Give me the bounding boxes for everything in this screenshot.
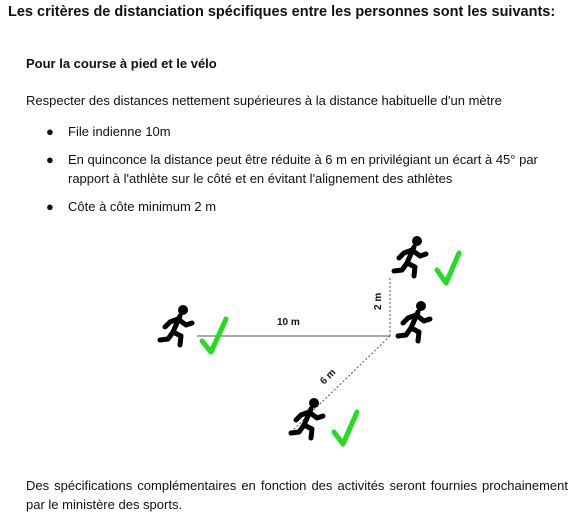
criteria-list [26, 122, 572, 225]
runner-left-icon [160, 305, 192, 345]
list-item [26, 122, 572, 141]
distancing-diagram [0, 228, 580, 460]
runner-top-icon [394, 236, 426, 276]
label-10m: 10 m [277, 317, 300, 328]
section-subheading: Pour la course à pied et le vélo [26, 56, 217, 71]
bullet-icon: ● [46, 199, 54, 214]
intro-paragraph: Respecter des distances nettement supérieures à la distance habituelle d'un mètre [26, 93, 502, 108]
list-item [26, 150, 572, 188]
list-item-text: File indienne 10m [68, 124, 171, 139]
closing-paragraph: Des spécifications complémentaires en fonction des activités seront fournies prochainement par le ministère des sports. [26, 478, 568, 512]
intro-heading: Les critères de distanciation spécifiques entre les personnes sont les suivants: [8, 4, 556, 20]
list-item [26, 197, 572, 216]
bullet-icon: ● [46, 152, 54, 167]
runner-bottom-icon [291, 398, 323, 438]
label-6m: 6 m [318, 367, 339, 388]
list-item-text: En quinconce la distance peut être réduite à 6 m en privilégiant un écart à 45° par rapport à l'athlète sur le côté et en évitant l'alignement des athlètes [68, 152, 538, 186]
bullet-icon: ● [46, 124, 54, 139]
list-item-text: Côte à côte minimum 2 m [68, 199, 217, 214]
check-top-icon [437, 253, 459, 283]
check-bottom-icon [334, 412, 357, 444]
runner-right-icon [398, 301, 430, 341]
label-2m: 2 m [373, 292, 384, 310]
